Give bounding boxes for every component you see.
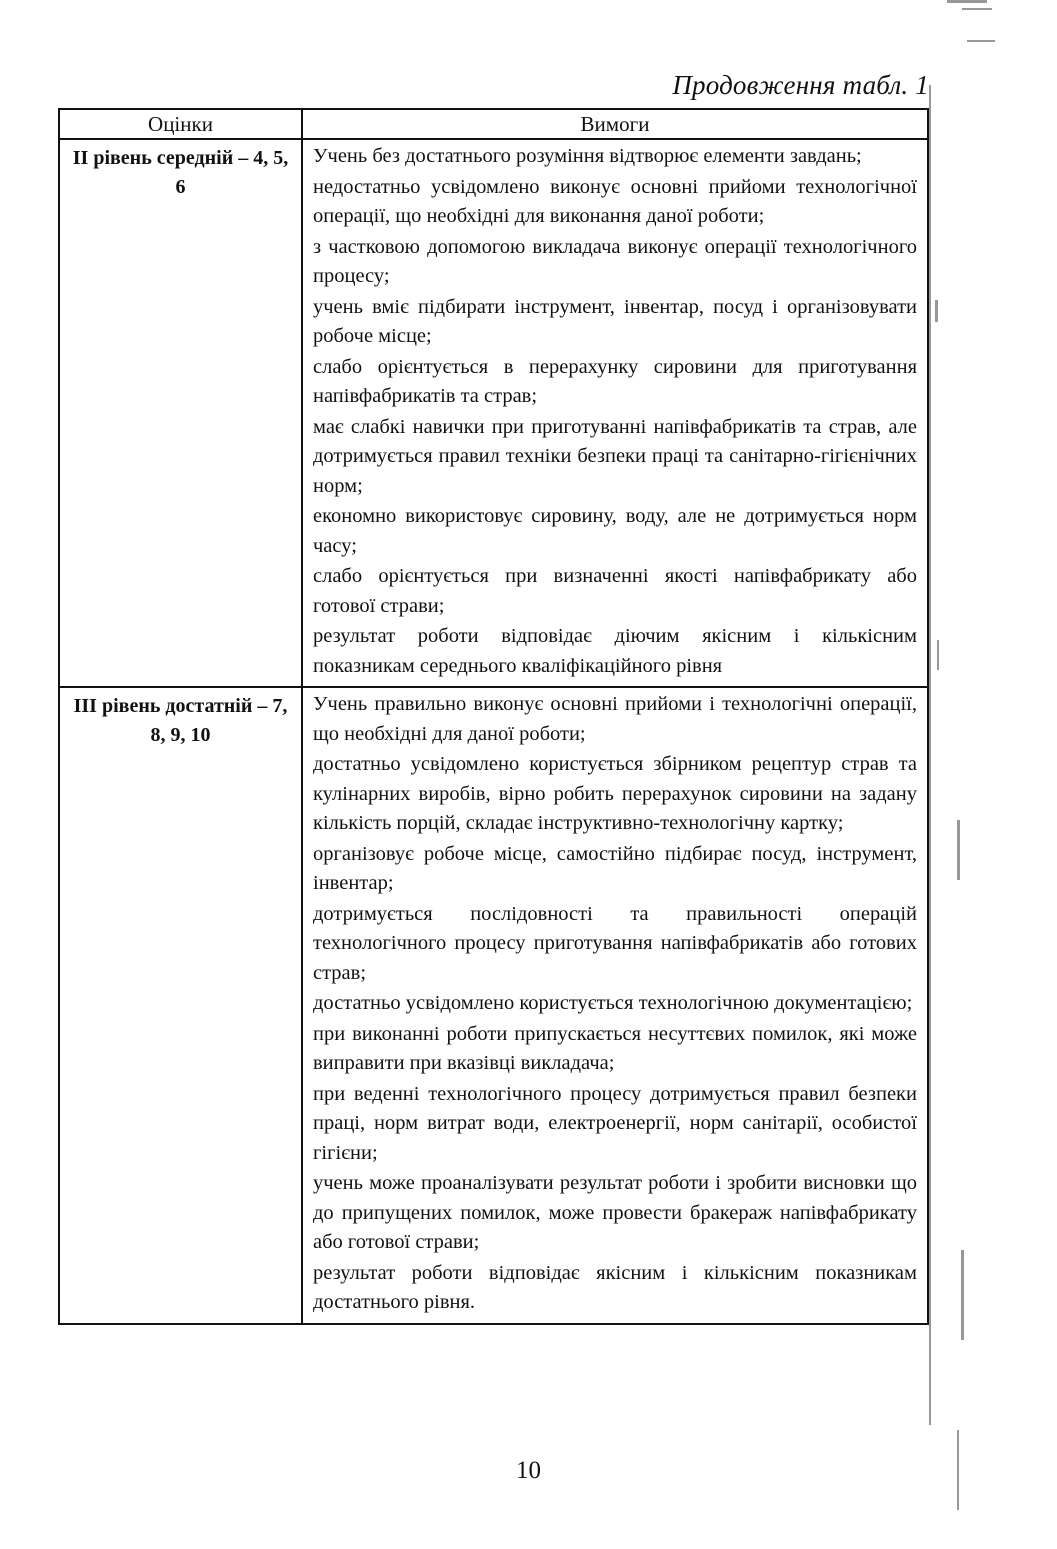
column-header-grades: Оцінки bbox=[59, 109, 302, 139]
table-row-level-3 bbox=[59, 687, 928, 1324]
requirement-item: економно використовує сировину, воду, але не дотримується норм часу; bbox=[313, 505, 917, 557]
requirement-item: при веденні технологічного процесу дотримується правил безпеки праці, норм витрат води, електроенергії, норм санітарії, особистої гігієни; bbox=[313, 1082, 917, 1164]
grade-cell-level-3: III рівень достатній – 7, 8, 9, 10 bbox=[59, 687, 302, 1324]
grading-table bbox=[58, 108, 929, 1325]
requirement-item: організовує робоче місце, самостійно підбирає посуд, інструмент, інвентар; bbox=[313, 842, 917, 894]
requirement-item: слабо орієнтується при визначенні якості напівфабрикату або готової страви; bbox=[313, 565, 917, 617]
page-number: 10 bbox=[516, 1457, 541, 1484]
requirements-cell-level-2 bbox=[302, 139, 928, 687]
requirement-item: при виконанні роботи припускається несуттєвих помилок, які може виправити при вказівці викладача; bbox=[313, 1022, 917, 1074]
requirement-item: достатньо усвідомлено користується технологічною документацією; bbox=[313, 992, 913, 1014]
requirement-item: слабо орієнтується в перерахунку сировини для приготування напівфабрикатів та страв; bbox=[313, 355, 917, 407]
scan-edge-noise bbox=[927, 0, 1057, 1549]
table-row-level-2 bbox=[59, 139, 928, 687]
requirement-item: має слабкі навички при приготуванні напівфабрикатів та страв, але дотримується правил техніки безпеки праці та санітарно-гігієнічних норм; bbox=[313, 415, 917, 497]
requirement-item: дотримується послідовності та правильності операцій технологічного процесу приготування напівфабрикатів або готових страв; bbox=[313, 902, 917, 984]
requirement-item: учень вміє підбирати інструмент, інвентар, посуд і організовувати робоче місце; bbox=[313, 295, 917, 347]
grade-cell-level-2: II рівень середній – 4, 5, 6 bbox=[59, 139, 302, 687]
requirement-item: Учень без достатнього розуміння відтворює елементи завдань; bbox=[313, 145, 862, 167]
requirement-item: результат роботи відповідає діючим якісним і кількісним показникам середнього кваліфікаційного рівня bbox=[313, 625, 917, 677]
requirements-cell-level-3 bbox=[302, 687, 928, 1324]
requirement-item: результат роботи відповідає якісним і кількісним показникам достатнього рівня. bbox=[313, 1261, 917, 1313]
requirement-item: Учень правильно виконує основні прийоми і технологічні операції, що необхідні для даної роботи; bbox=[313, 693, 917, 745]
table-header-row bbox=[59, 109, 928, 139]
requirement-item: з частковою допомогою викладача виконує операції технологічного процесу; bbox=[313, 235, 917, 287]
column-header-requirements: Вимоги bbox=[302, 109, 928, 139]
requirement-item: учень може проаналізувати результат роботи і зробити висновки що до припущених помилок, може провести бракераж напівфабрикату або готової страви; bbox=[313, 1172, 917, 1253]
requirement-item: достатньо усвідомлено користується збірником рецептур страв та кулінарних виробів, вірно робить перерахунок сировини на задану кількість порцій, складає інструктивно-технологічну картку; bbox=[313, 753, 917, 834]
table-continuation-label: Продовження табл. 1 bbox=[672, 70, 929, 100]
requirement-item: недостатньо усвідомлено виконує основні прийоми технологічної операції, що необхідні для виконання даної роботи; bbox=[313, 175, 917, 227]
